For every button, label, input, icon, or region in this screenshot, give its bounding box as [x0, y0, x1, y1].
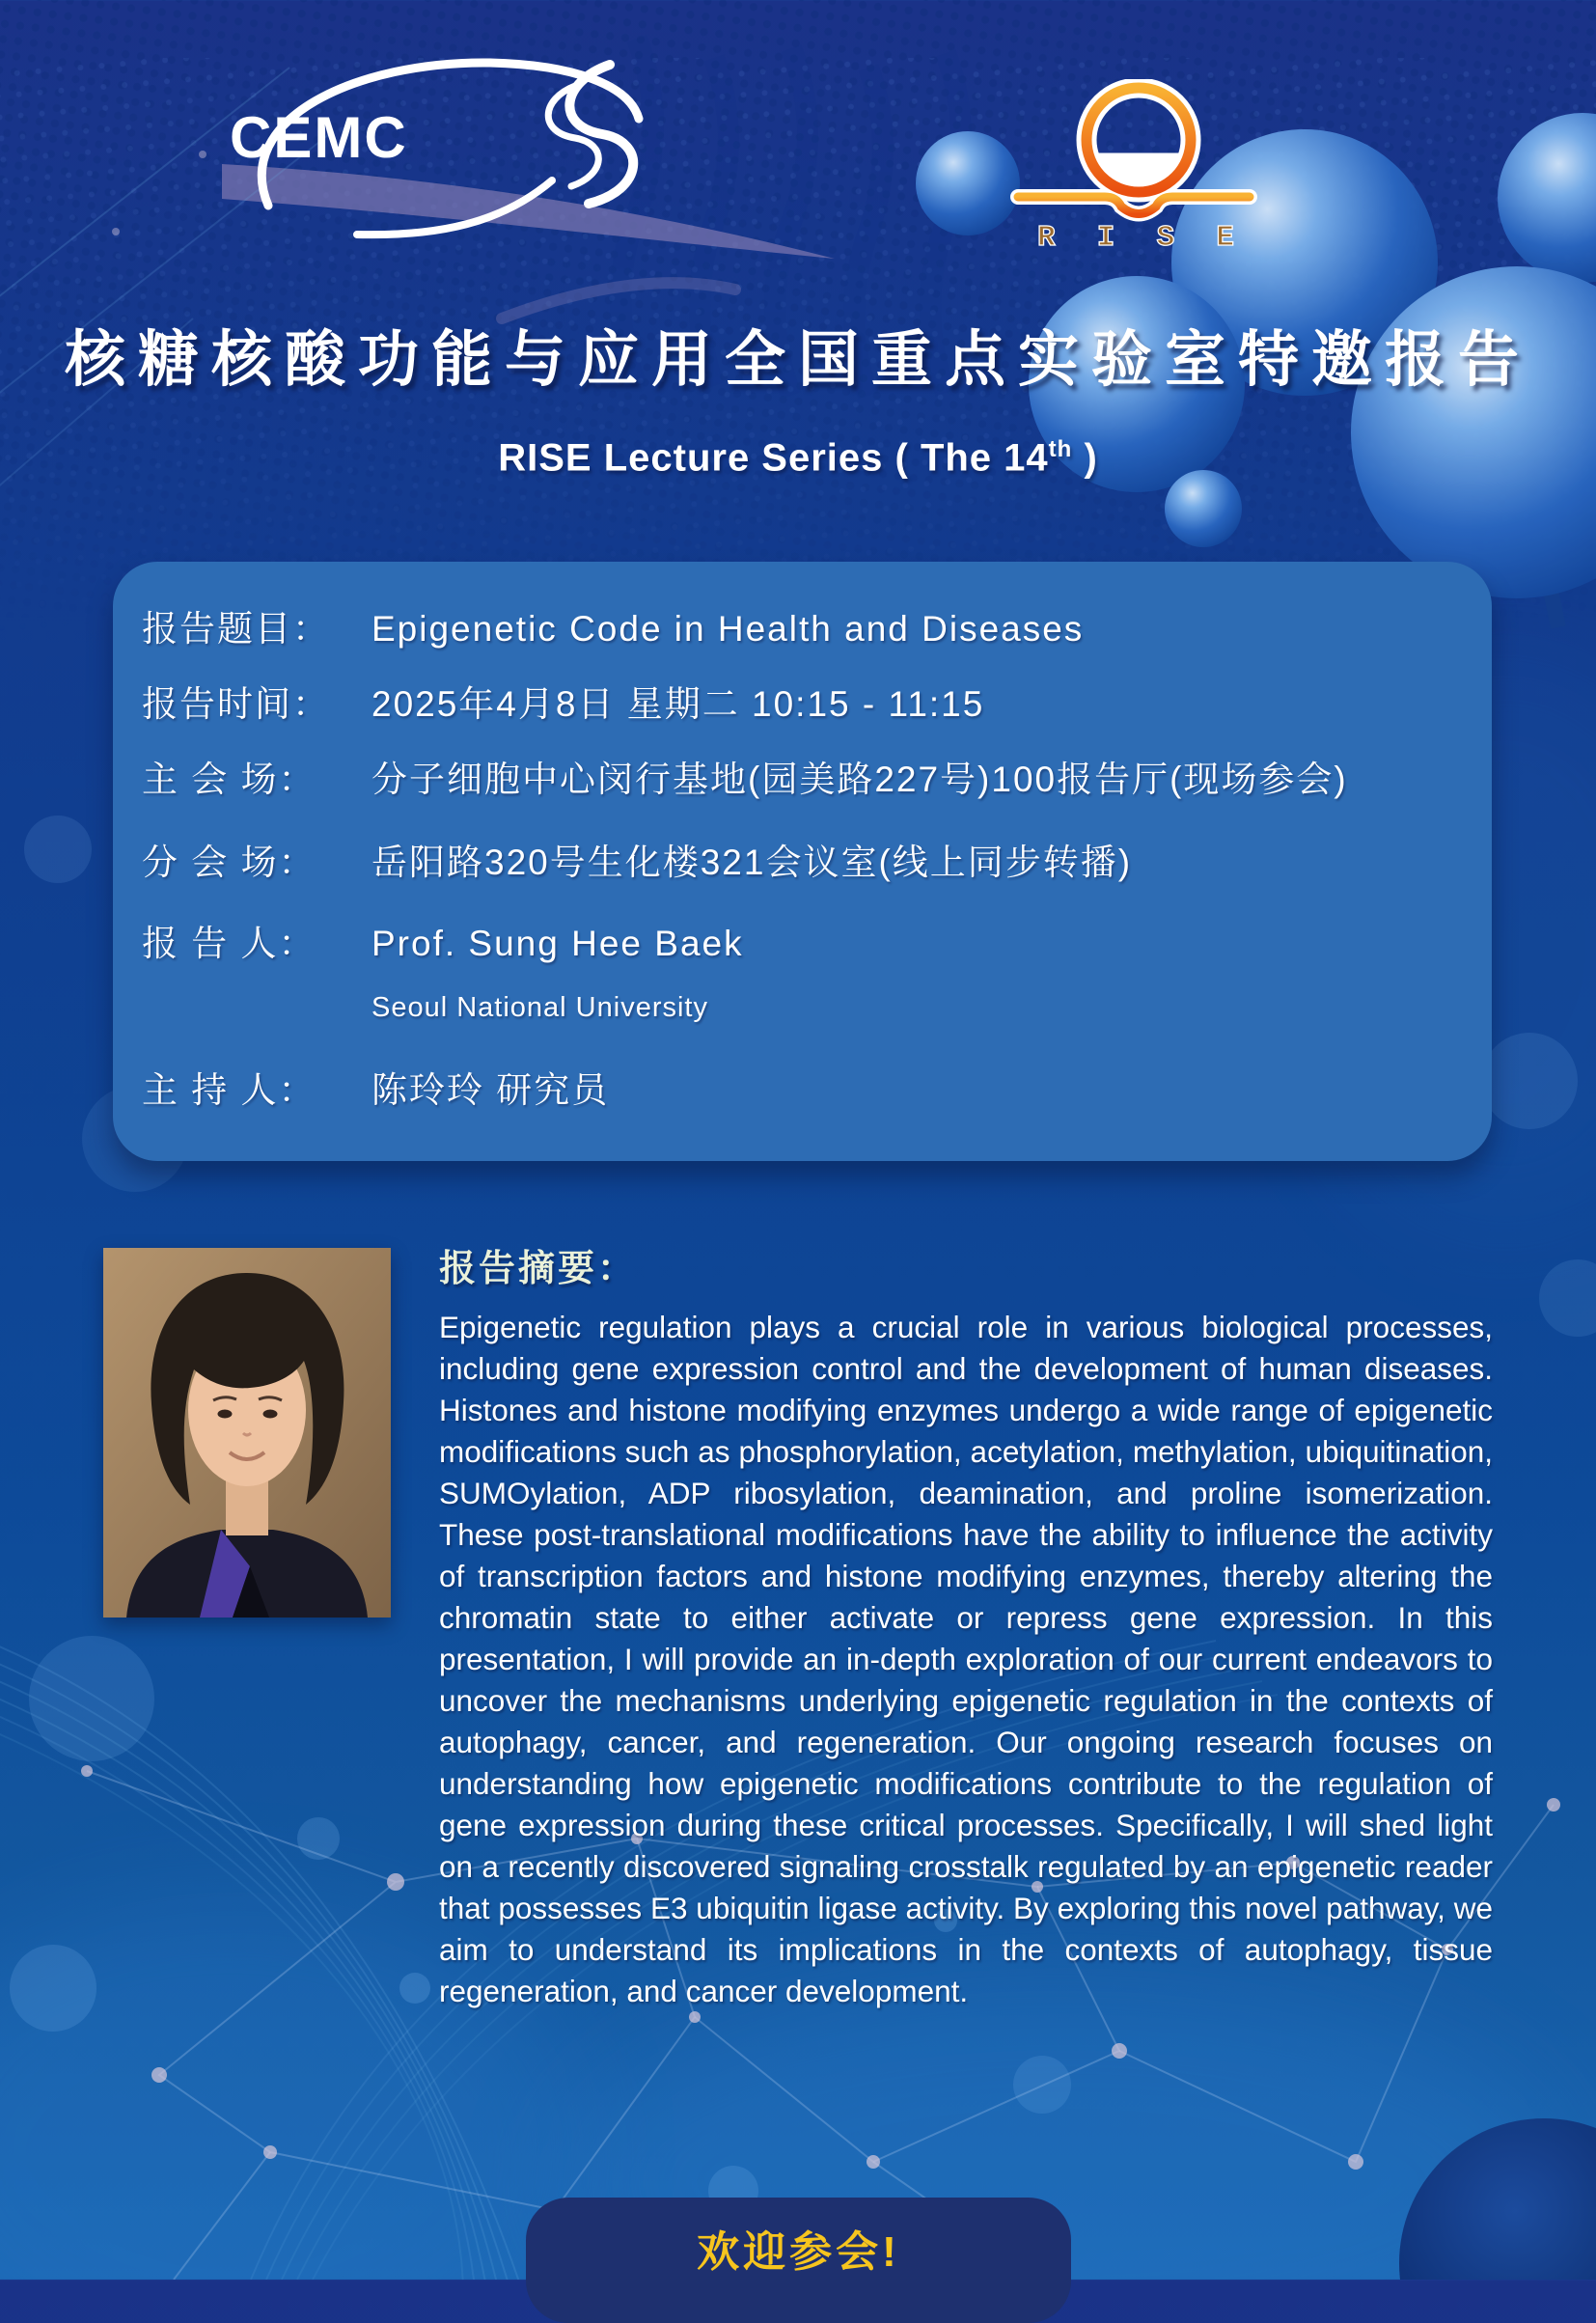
main-venue-value: 分子细胞中心闵行基地(园美路227号)100报告厅(现场参会) — [371, 760, 1348, 799]
subtitle-suffix: ) — [1072, 436, 1098, 480]
speaker-label: 报 告 人： — [142, 924, 316, 963]
poster-subtitle — [0, 436, 1596, 480]
welcome-text: 欢迎参会! — [697, 2228, 900, 2276]
speaker-affiliation: Seoul National University — [371, 992, 708, 1023]
rise-logo — [1008, 79, 1259, 251]
speaker-value: Prof. Sung Hee Baek — [371, 924, 744, 963]
info-row-branch-venue — [142, 840, 1469, 886]
host-label: 主 持 人： — [142, 1070, 316, 1110]
rise-logo-text: RISE — [1037, 221, 1234, 251]
subtitle-superscript: th — [1048, 436, 1073, 462]
abstract-body: Epigenetic regulation plays a crucial role in various biological processes, including gene expression control and the development of human diseases. Histones and histone modifying enzymes undergo a wide range of epigenetic modifications such as phosphorylation, acetylation, methylation, ubiquitination, SUMOylation, ADP ribosylation, deamination, and proline isomerization. These post-translational modifications have the ability to influence the activity of transcription factors and histone modifying enzymes, thereby altering the chromatin state to either activate or repress gene expression. In this presentation, I will provide an in-depth exploration of our current endeavors to uncover the mechanisms underlying epigenetic regulation in the contexts of autophagy, cancer, and regeneration. Our ongoing research focuses on understanding how epigenetic modifications contribute to the regulation of gene expression during these critical processes. Specifically, I will shed light on a recently discovered signaling crosstalk regulated by an epigenetic reader that possesses E3 ubiquitin ligase activity. By exploring this novel pathway, we aim to understand its implications in the contexts of autophagy, tissue regeneration, and cancer development. — [439, 1310, 1493, 2008]
info-row-main-venue — [142, 757, 1469, 803]
time-label: 报告时间： — [142, 684, 330, 724]
cemc-logo — [212, 43, 675, 241]
info-panel — [113, 562, 1492, 1161]
branch-venue-label: 分 会 场： — [142, 843, 316, 882]
host-value: 陈玲玲 研究员 — [371, 1070, 610, 1110]
abstract-heading: 报告摘要： — [439, 1249, 638, 1289]
welcome-banner — [526, 2198, 1071, 2323]
cemc-logo-text: CEMC — [230, 105, 408, 170]
info-row-time — [142, 681, 1469, 728]
main-venue-label: 主 会 场： — [142, 760, 316, 799]
info-row-host — [142, 1067, 1469, 1114]
speaker-photo — [103, 1248, 391, 1618]
info-row-talk-title — [142, 606, 1469, 652]
rise-sun-icon — [1018, 88, 1250, 214]
branch-venue-value: 岳阳路320号生化楼321会议室(线上同步转播) — [371, 843, 1133, 882]
poster-title: 核糖核酸功能与应用全国重点实验室特邀报告 — [65, 326, 1531, 394]
time-value: 2025年4月8日 星期二 10:15 - 11:15 — [371, 684, 985, 724]
talk-title-value: Epigenetic Code in Health and Diseases — [371, 609, 1085, 649]
info-row-speaker — [142, 921, 1469, 967]
subtitle-prefix: RISE Lecture Series ( The 14 — [498, 436, 1049, 480]
talk-title-label: 报告题目： — [142, 609, 330, 649]
abstract-section — [439, 1238, 1493, 2012]
